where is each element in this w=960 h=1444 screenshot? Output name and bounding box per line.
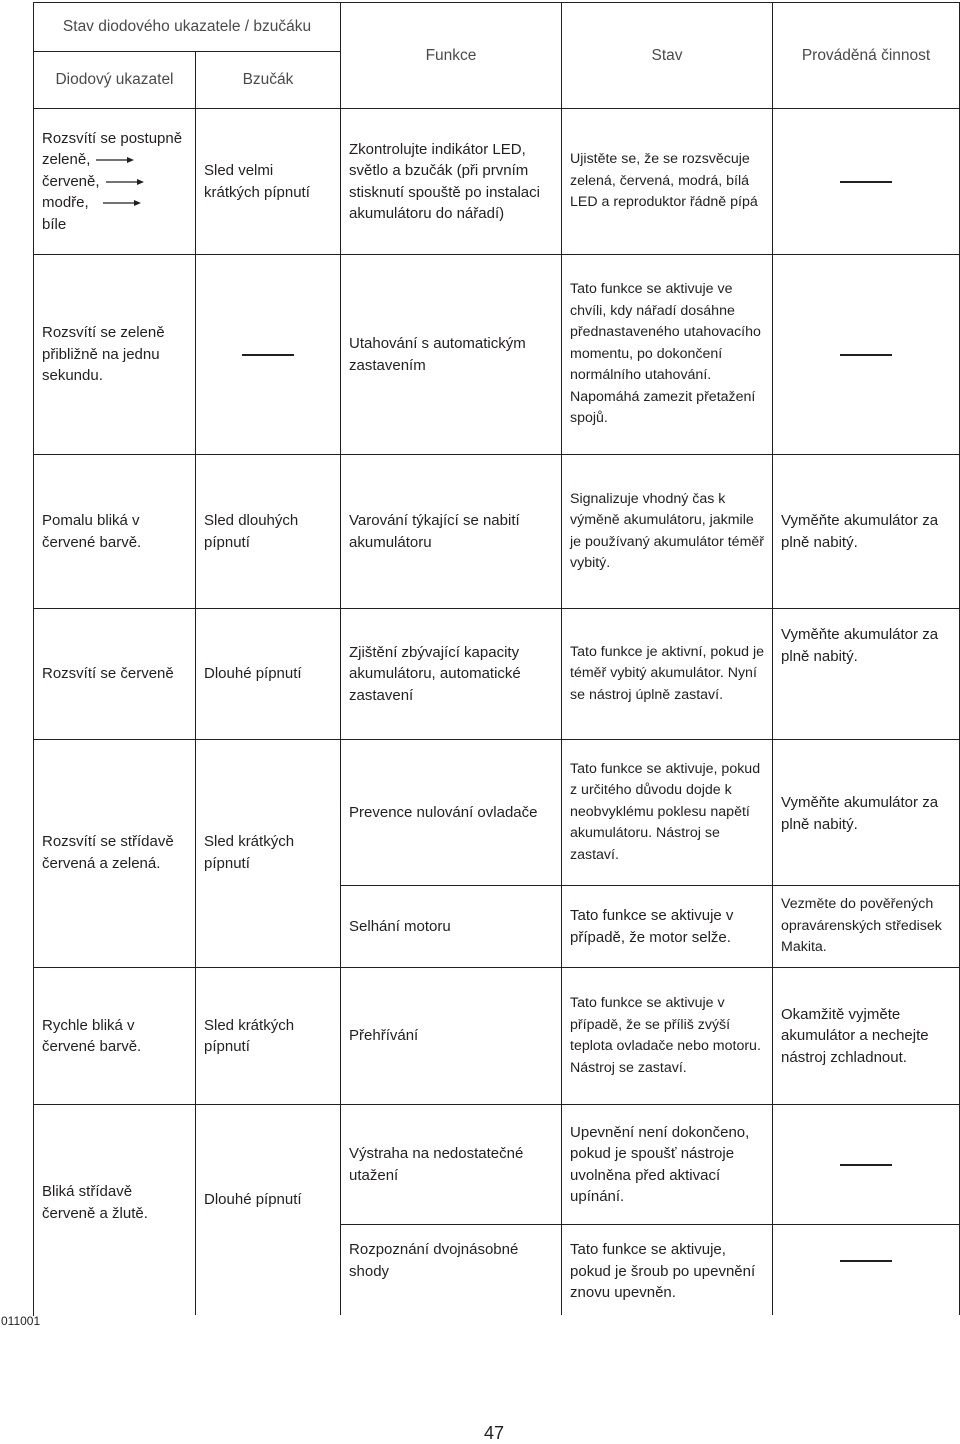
led-buzzer-status-table <box>33 2 960 1315</box>
action-cell <box>773 109 960 255</box>
buzzer-cell: Sled krátkých pípnutí <box>196 968 341 1105</box>
led-cell: Pomalu bliká v červené barvě. <box>34 455 196 609</box>
led-sequence-line: modře, <box>42 194 89 212</box>
function-cell: Varování týkající se nabití akumulátoru <box>341 455 562 609</box>
arrow-right-icon <box>103 199 141 207</box>
table-row <box>34 968 960 1105</box>
table-row <box>34 740 960 886</box>
header-led: Diodový ukazatel <box>34 52 196 109</box>
buzzer-cell: Sled krátkých pípnutí <box>196 740 341 968</box>
led-cell: Rychle bliká v červené barvě. <box>34 968 196 1105</box>
function-cell: Utahování s automatickým zastavením <box>341 255 562 455</box>
state-cell: Tato funkce se aktivuje, pokud je šroub po upevnění znovu upevněn. <box>562 1225 773 1315</box>
function-cell: Prevence nulování ovladače <box>341 740 562 886</box>
arrow-right-icon <box>96 156 134 164</box>
state-cell: Tato funkce se aktivuje, pokud z určitého důvodu dojde k neobvyklému poklesu napětí akumulátoru. Nástroj se zastaví. <box>562 740 773 886</box>
led-cell <box>34 109 196 255</box>
function-cell: Přehřívání <box>341 968 562 1105</box>
buzzer-cell: Dlouhé pípnutí <box>196 609 341 740</box>
function-cell: Selhání motoru <box>341 886 562 968</box>
state-cell: Upevnění není dokončeno, pokud je spoušť nástroje uvolněna před aktivací upínání. <box>562 1105 773 1225</box>
state-cell: Ujistěte se, že se rozsvěcuje zelená, červená, modrá, bílá LED a reproduktor řádně pípá <box>562 109 773 255</box>
action-cell: Vyměňte akumulátor za plně nabitý. <box>773 455 960 609</box>
empty-dash <box>840 181 892 183</box>
function-cell: Výstraha na nedostatečné utažení <box>341 1105 562 1225</box>
action-cell <box>773 255 960 455</box>
action-cell <box>773 1225 960 1315</box>
empty-dash <box>242 354 294 356</box>
table-row <box>34 455 960 609</box>
page-number: 47 <box>484 1423 505 1443</box>
buzzer-cell: Dlouhé pípnutí <box>196 1105 341 1315</box>
table-row <box>34 255 960 455</box>
state-cell: Signalizuje vhodný čas k výměně akumulátoru, jakmile je používaný akumulátor téměř vybitý. <box>562 455 773 609</box>
action-cell <box>773 1105 960 1225</box>
function-cell: Zjištění zbývající kapacity akumulátoru, automatické zastavení <box>341 609 562 740</box>
empty-dash <box>840 1164 892 1166</box>
header-group-title: Stav diodového ukazatele / bzučáku <box>34 3 341 52</box>
arrow-right-icon <box>106 178 144 186</box>
state-cell: Tato funkce je aktivní, pokud je téměř vybitý akumulátor. Nyní se nástroj úplně zastaví. <box>562 609 773 740</box>
table-row <box>34 609 960 740</box>
table-row <box>34 1105 960 1225</box>
empty-dash <box>840 354 892 356</box>
led-cell: Rozsvítí se zeleně přibližně na jednu sekundu. <box>34 255 196 455</box>
led-sequence-line: Rozsvítí se postupně <box>42 129 183 147</box>
header-buzzer: Bzučák <box>196 52 341 109</box>
state-cell: Tato funkce se aktivuje v případě, že motor selže. <box>562 886 773 968</box>
action-cell: Okamžitě vyjměte akumulátor a nechejte nástroj zchladnout. <box>773 968 960 1105</box>
action-cell: Vyměňte akumulátor za plně nabitý. <box>773 740 960 886</box>
header-action: Prováděná činnost <box>773 3 960 109</box>
function-cell: Zkontrolujte indikátor LED, světlo a bzučák (při prvním stisknutí spouště po instalaci akumulátoru do nářadí) <box>341 109 562 255</box>
document-code: 011001 <box>1 1314 41 1328</box>
led-cell: Rozsvítí se střídavě červená a zelená. <box>34 740 196 968</box>
led-sequence-line: bíle <box>42 215 67 233</box>
action-cell: Vezměte do pověřených opravárenských středisek Makita. <box>773 886 960 968</box>
header-state: Stav <box>562 3 773 109</box>
led-cell: Bliká střídavě červeně a žlutě. <box>34 1105 196 1315</box>
function-cell: Rozpoznání dvojnásobné shody <box>341 1225 562 1315</box>
action-cell: Vyměňte akumulátor za plně nabitý. <box>773 609 960 740</box>
header-function: Funkce <box>341 3 562 109</box>
led-sequence-line: červeně, <box>42 172 100 190</box>
led-sequence-line: zeleně, <box>42 151 91 169</box>
buzzer-cell <box>196 255 341 455</box>
buzzer-cell: Sled dlouhých pípnutí <box>196 455 341 609</box>
state-cell: Tato funkce se aktivuje v případě, že se příliš zvýší teplota ovladače nebo motoru. Nástroj se zastaví. <box>562 968 773 1105</box>
empty-dash <box>840 1260 892 1262</box>
led-cell: Rozsvítí se červeně <box>34 609 196 740</box>
state-cell: Tato funkce se aktivuje ve chvíli, kdy nářadí dosáhne přednastaveného utahovacího momentu, po dokončení normálního utahování. Napomáhá zamezit přetažení spojů. <box>562 255 773 455</box>
table-row <box>34 109 960 255</box>
buzzer-cell: Sled velmi krátkých pípnutí <box>196 109 341 255</box>
